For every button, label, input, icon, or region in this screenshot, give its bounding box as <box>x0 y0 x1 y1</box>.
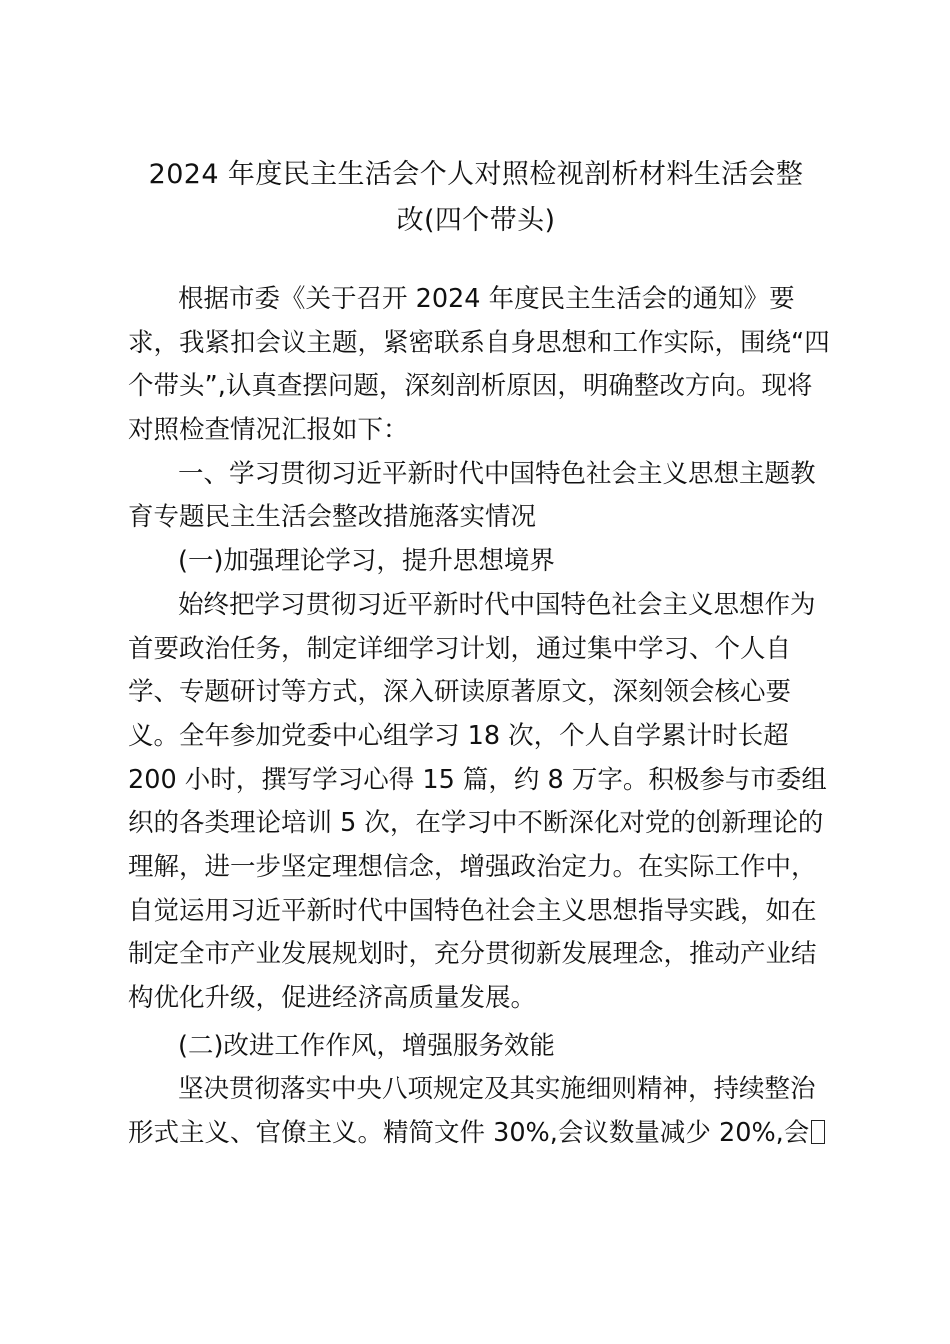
intro-line: 个带头”,认真查摆问题，深刻剖析原因，明确整改方向。现将 <box>128 371 813 402</box>
paragraph-line-text: 形式主义、官僚主义。精简文件 30%,会议数量减少 20%,会 <box>128 1118 810 1149</box>
title-line-1: 2024 年度民主生活会个人对照检视剖析材料生活会整 <box>148 159 804 190</box>
paragraph-line: 首要政治任务，制定详细学习计划，通过集中学习、个人自 <box>128 633 792 664</box>
document-title <box>128 152 824 244</box>
paragraph-line: 200 小时，撰写学习心得 15 篇，约 8 万字。积极参与市委组 <box>128 764 827 795</box>
paragraph-line: 织的各类理论培训 5 次，在学习中不断深化对党的创新理论的 <box>128 808 824 839</box>
intro-line: 对照检查情况汇报如下： <box>128 415 409 446</box>
paragraph-line-last <box>128 1112 828 1156</box>
paragraph-line: 制定全市产业发展规划时，充分贯彻新发展理念，推动产业结 <box>128 939 817 970</box>
paragraph-line: 学、专题研讨等方式，深入研读原著原文，深刻领会核心要 <box>128 677 792 708</box>
section-heading-line: 育专题民主生活会整改措施落实情况 <box>128 502 537 533</box>
intro-line: 求，我紧扣会议主题，紧密联系自身思想和工作实际，围绕“四 <box>128 327 830 358</box>
intro-line: 根据市委《关于召开 2024 年度民主生活会的通知》要 <box>178 284 795 314</box>
subsection-heading: (一)加强理论学习，提升思想境界 <box>178 546 555 577</box>
document-body <box>128 278 828 1156</box>
subsection-heading: (二)改进工作作风，增强服务效能 <box>178 1030 555 1061</box>
missing-glyph-box <box>811 1120 825 1144</box>
paragraph-line: 构优化升级，促进经济高质量发展。 <box>128 983 537 1013</box>
paragraph-line: 自觉运用习近平新时代中国特色社会主义思想指导实践，如在 <box>128 895 817 926</box>
paragraph-line: 理解，进一步坚定理想信念，增强政治定力。在实际工作中， <box>128 851 817 882</box>
paragraph-line: 坚决贯彻落实中央八项规定及其实施细则精神，持续整治 <box>178 1074 816 1105</box>
paragraph-line: 义。全年参加党委中心组学习 18 次，个人自学累计时长超 <box>128 720 789 751</box>
paragraph-line: 始终把学习贯彻习近平新时代中国特色社会主义思想作为 <box>178 589 816 620</box>
title-line-2: 改(四个带头) <box>396 205 556 236</box>
section-heading-line: 一、学习贯彻习近平新时代中国特色社会主义思想主题教 <box>178 458 816 489</box>
